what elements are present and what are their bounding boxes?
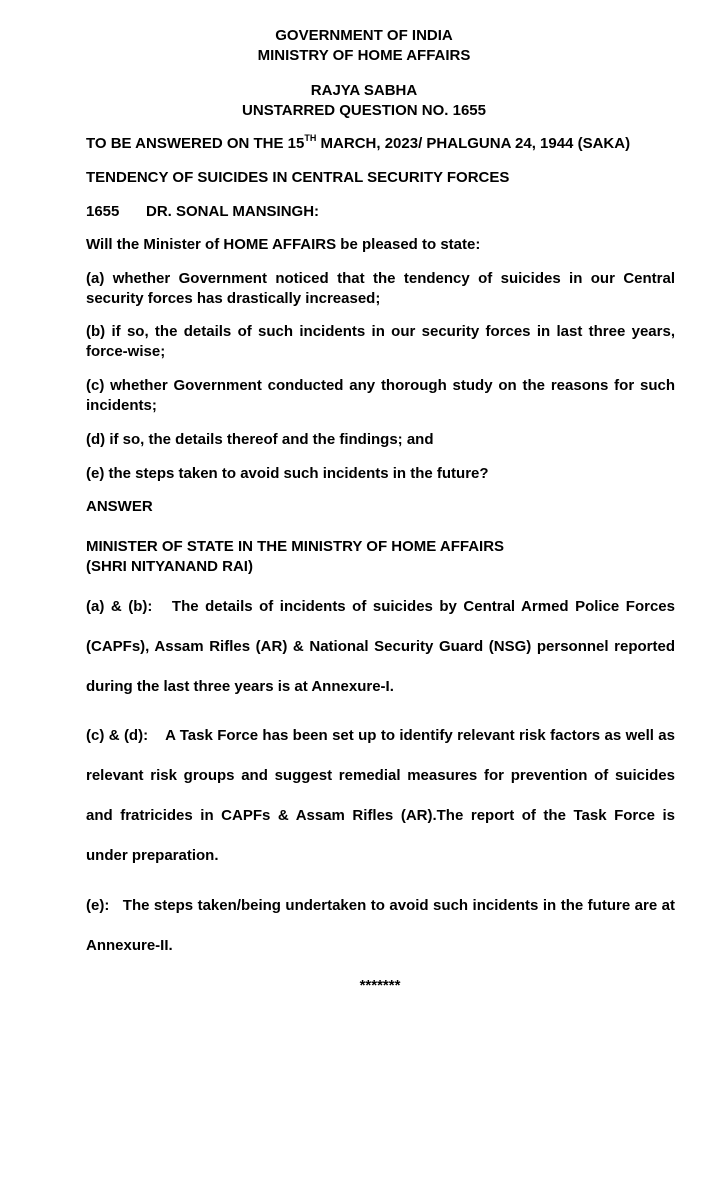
question-intro: Will the Minister of HOME AFFAIRS be pleased to state: [86, 236, 481, 253]
member-name: DR. SONAL MANSINGH: [146, 203, 320, 220]
answer-part-ab [86, 587, 675, 707]
question-part-d: (d) if so, the details thereof and the findings; and [86, 431, 434, 448]
answer-heading: ANSWER [86, 498, 153, 515]
header-question-number: UNSTARRED QUESTION NO. 1655 [242, 102, 486, 119]
answer-part-e [86, 886, 675, 966]
question-part-e: (e) the steps taken to avoid such incidents in the future? [86, 465, 489, 482]
minister-title: MINISTER OF STATE IN THE MINISTRY OF HOME AFFAIRS [86, 538, 505, 555]
header-house: RAJYA SABHA [310, 82, 418, 99]
question-part-c: (c) whether Government conducted any thorough study on the reasons for such incidents; [86, 377, 675, 414]
answer-date-suffix: MARCH, 2023/ PHALGUNA 24, 1944 (SAKA) [316, 135, 631, 152]
header-ministry: MINISTRY OF HOME AFFAIRS [257, 47, 471, 64]
question-subject: TENDENCY OF SUICIDES IN CENTRAL SECURITY FORCES [86, 169, 510, 186]
answer-part-cd-text: A Task Force has been set up to identify relevant risk factors as well as relevant risk groups and suggest remedial measures for prevention of suicides and fratricides in CAPFs & Assam Rifles (AR).The report of the Task Force is under preparation. [86, 727, 675, 864]
answer-part-cd-label: (c) & (d): [86, 727, 166, 744]
header-government: GOVERNMENT OF INDIA [275, 27, 453, 44]
answer-date-superscript: TH [304, 133, 317, 143]
answer-part-ab-label: (a) & (b): [86, 598, 172, 615]
minister-name: (SHRI NITYANAND RAI) [86, 558, 253, 575]
answer-date-prefix: TO BE ANSWERED ON THE 15 [86, 135, 305, 152]
question-serial-number: 1655 [86, 203, 120, 220]
answer-part-e-text: The steps taken/being undertaken to avoid such incidents in the future are at Annexure-II. [86, 897, 675, 954]
question-part-b: (b) if so, the details of such incidents in our security forces in last three years, force-wise; [86, 323, 675, 360]
asked-by-line [86, 202, 675, 222]
answer-date-line [86, 134, 675, 154]
end-marker: ******* [359, 977, 401, 994]
answer-part-ab-text: The details of incidents of suicides by Central Armed Police Forces (CAPFs), Assam Rifles (AR) & National Security Guard (NSG) personnel reported during the last three years is at Annexure-I. [86, 598, 675, 695]
question-part-a: (a) whether Government noticed that the tendency of suicides in our Central security forces has drastically increased; [86, 270, 675, 307]
answer-part-cd [86, 716, 675, 876]
answer-part-e-label: (e): [86, 897, 123, 914]
